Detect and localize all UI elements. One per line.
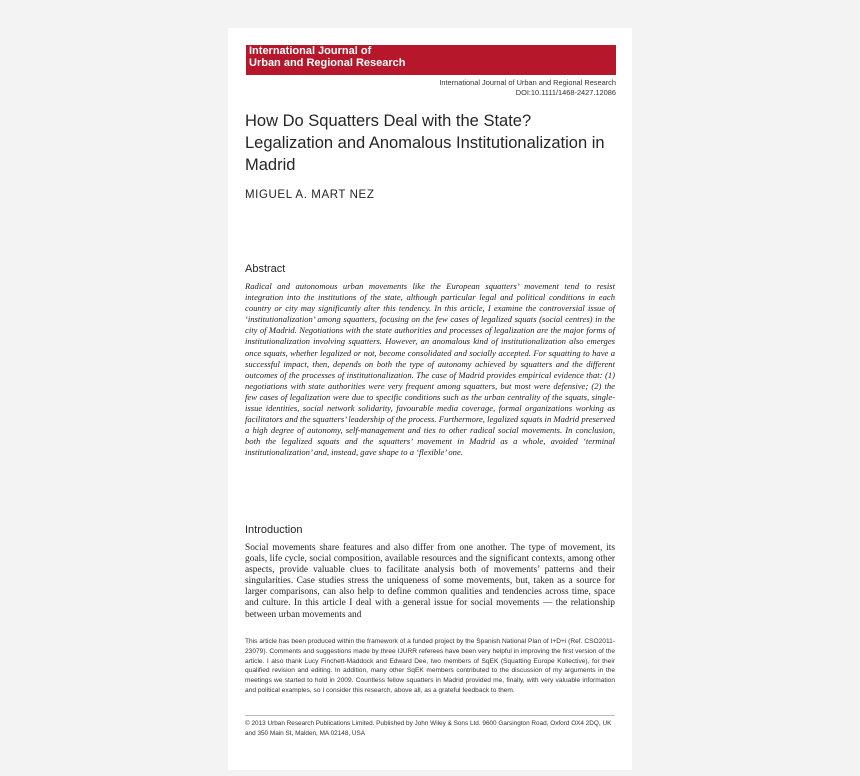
article-author: MIGUEL A. MART NEZ xyxy=(245,189,375,201)
article-title: How Do Squatters Deal with the State? Legalization and Anomalous Institutionalization in Madrid xyxy=(245,112,605,174)
introduction-heading: Introduction xyxy=(245,524,303,536)
abstract-text: Radical and autonomous urban movements like the European squatters’ movement tend to resist integration into the institutions of the state, although particular legal and political conditions in each country or city may significantly alter this tendency. In this article, I examine the controversial issue of ‘institutionalization’ among squatters, focusing on the few cases of legalized squats (social centres) in the city of Madrid. Negotiations with the state authorities and processes of legalization are the major forms of institutionalization involving squatters. However, an anomalous kind of institutionalization also emerges once squats, whether legalized or not, become consolidated and socially accepted. For squatting to have a successful impact, then, depends on both the type of autonomy achieved by squatters and the different outcomes of the processes of institutionalization. The case of Madrid provides empirical evidence that: (1) negotiations with state authorities were very frequent among squatters, but most were defensive; (2) the few cases of legalization were due to specific conditions such as the urban centrality of the squats, single-issue identities, social network solidarity, favourable media coverage, formal organizations working as facilitators and the squatters’ leadership of the process. Furthermore, legalized squats in Madrid preserved a high degree of autonomy, self-management and ties to other radical social movements. In conclusion, both the legalized squats and the squatters’ movement in Madrid as a whole, avoided ‘terminal institutionalization’ and, instead, gave shape to a ‘flexible’ one. xyxy=(245,281,615,458)
journal-logo-line2: Urban and Regional Research xyxy=(249,56,406,69)
copyright-notice: © 2013 Urban Research Publications Limited. Published by John Wiley & Sons Ltd. 9600 Garsington Road, Oxford OX4 2DQ, UK and 350 Main St, Malden, MA 02148, USA xyxy=(245,720,612,737)
journal-logo-banner xyxy=(246,45,616,75)
journal-logo-text xyxy=(249,46,406,69)
doi: DOI:10.1111/1468-2427.12086 xyxy=(515,88,616,97)
introduction-text: Social movements share features and also differ from one another. The type of movement, its goals, life cycle, social composition, available resources and the significant contexts, among other aspects, provide valuable clues to facilitate analysis both of movements’ patterns and their singularities. Case studies stress the uniqueness of some movements, but, taken as a source for larger comparisons, can also help to define common qualities and tendencies across time, space and culture. In this article I deal with a general issue for social movements — the relationship between urban movements and xyxy=(245,543,615,620)
journal-logo-line1: International Journal of xyxy=(249,45,372,57)
journal-name: International Journal of Urban and Regional Research xyxy=(439,78,616,87)
journal-reference xyxy=(316,78,616,98)
footer-divider xyxy=(245,715,615,716)
abstract-heading: Abstract xyxy=(245,263,286,275)
acknowledgement-footnote: This article has been produced within the framework of a funded project by the Spanish National Plan of I+D+i (Ref. CSO2011-23079). Comments and suggestions made by three IJURR referees have been very helpful in improving the first version of the article. I also thank Lucy Finchett-Maddock and Edward Dee, two members of SqEK (Squatting Europe Kollective), for their qualified revision and editing. In addition, many other SqEK members contributed to the discussion of my arguments in the meetings we started to hold in 2009. Countless fellow squatters in Madrid provided me, finally, with very valuable information and political examples, so I consider this research, above all, as a grateful feedback to them. xyxy=(245,638,615,694)
